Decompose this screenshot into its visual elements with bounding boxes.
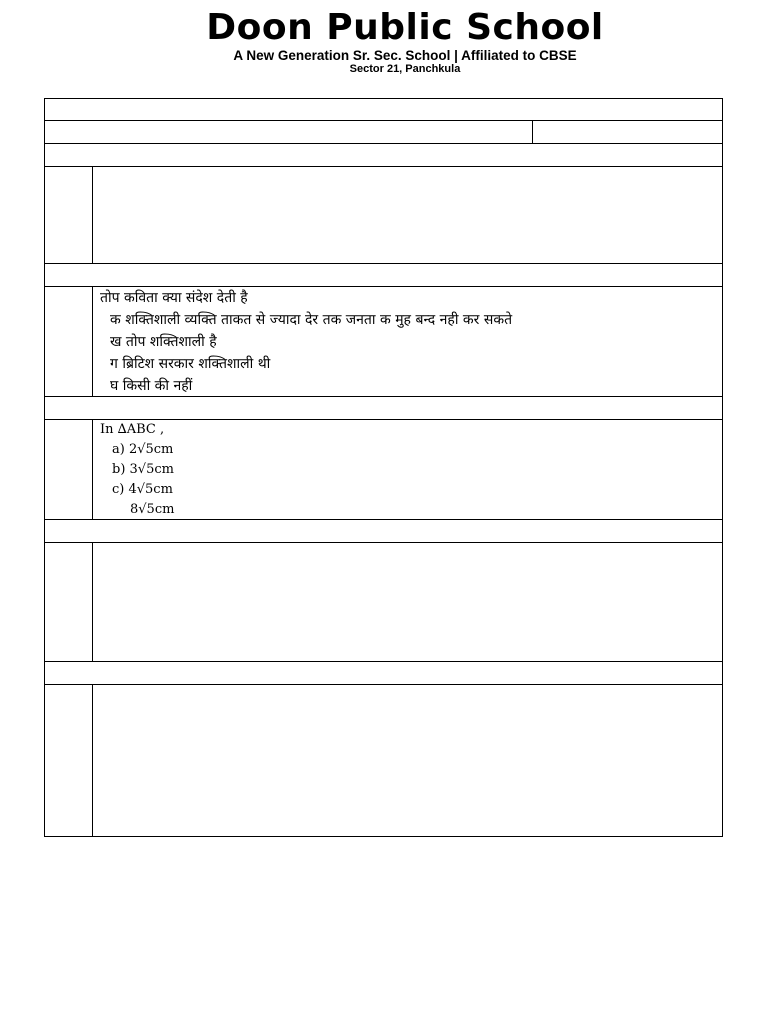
school-name: Doon Public School bbox=[206, 7, 604, 48]
hindi-option-b: ख तोप शक्तिशाली है bbox=[110, 334, 217, 350]
school-header bbox=[0, 8, 768, 76]
math-option-d: 8√5cm bbox=[130, 502, 175, 517]
hindi-option-a: क शक्तिशाली व्यक्ति ताकत से ज्यादा देर तक जनता क मुह बन्द नही कर सकते bbox=[110, 312, 513, 328]
info-row-divider bbox=[532, 121, 533, 143]
info-row bbox=[44, 121, 723, 144]
title-row bbox=[44, 99, 723, 121]
school-tagline: A New Generation Sr. Sec. School | Affiliated to CBSE bbox=[233, 48, 577, 63]
math-option-a: a) 2√5cm bbox=[112, 442, 174, 457]
section-row-2 bbox=[44, 264, 723, 287]
hindi-option-d: घ किसी की नहीं bbox=[110, 378, 193, 394]
question-row-1 bbox=[44, 167, 723, 264]
math-option-b: b) 3√5cm bbox=[112, 462, 174, 477]
question-row-math bbox=[44, 420, 723, 520]
math-question bbox=[100, 420, 718, 520]
section-row-3 bbox=[44, 397, 723, 420]
section-row-1 bbox=[44, 144, 723, 167]
question-row-4 bbox=[44, 543, 723, 662]
question-number-cell bbox=[45, 543, 93, 661]
hindi-option-c: ग ब्रिटिश सरकार शक्तिशाली थी bbox=[110, 356, 271, 372]
school-location: Sector 21, Panchkula bbox=[349, 63, 461, 75]
question-form bbox=[44, 98, 723, 837]
question-row-5 bbox=[44, 685, 723, 837]
section-row-5 bbox=[44, 662, 723, 685]
math-question-prompt: In ∆ABC , bbox=[100, 422, 165, 437]
question-number-cell bbox=[45, 287, 93, 396]
section-row-4 bbox=[44, 520, 723, 543]
question-row-hindi bbox=[44, 287, 723, 397]
question-number-cell bbox=[45, 167, 93, 263]
math-option-c: c) 4√5cm bbox=[112, 482, 173, 497]
question-number-cell bbox=[45, 685, 93, 836]
hindi-question-prompt: तोप कविता क्या संदेश देती है bbox=[100, 290, 248, 306]
question-number-cell bbox=[45, 420, 93, 519]
hindi-question bbox=[100, 287, 718, 397]
